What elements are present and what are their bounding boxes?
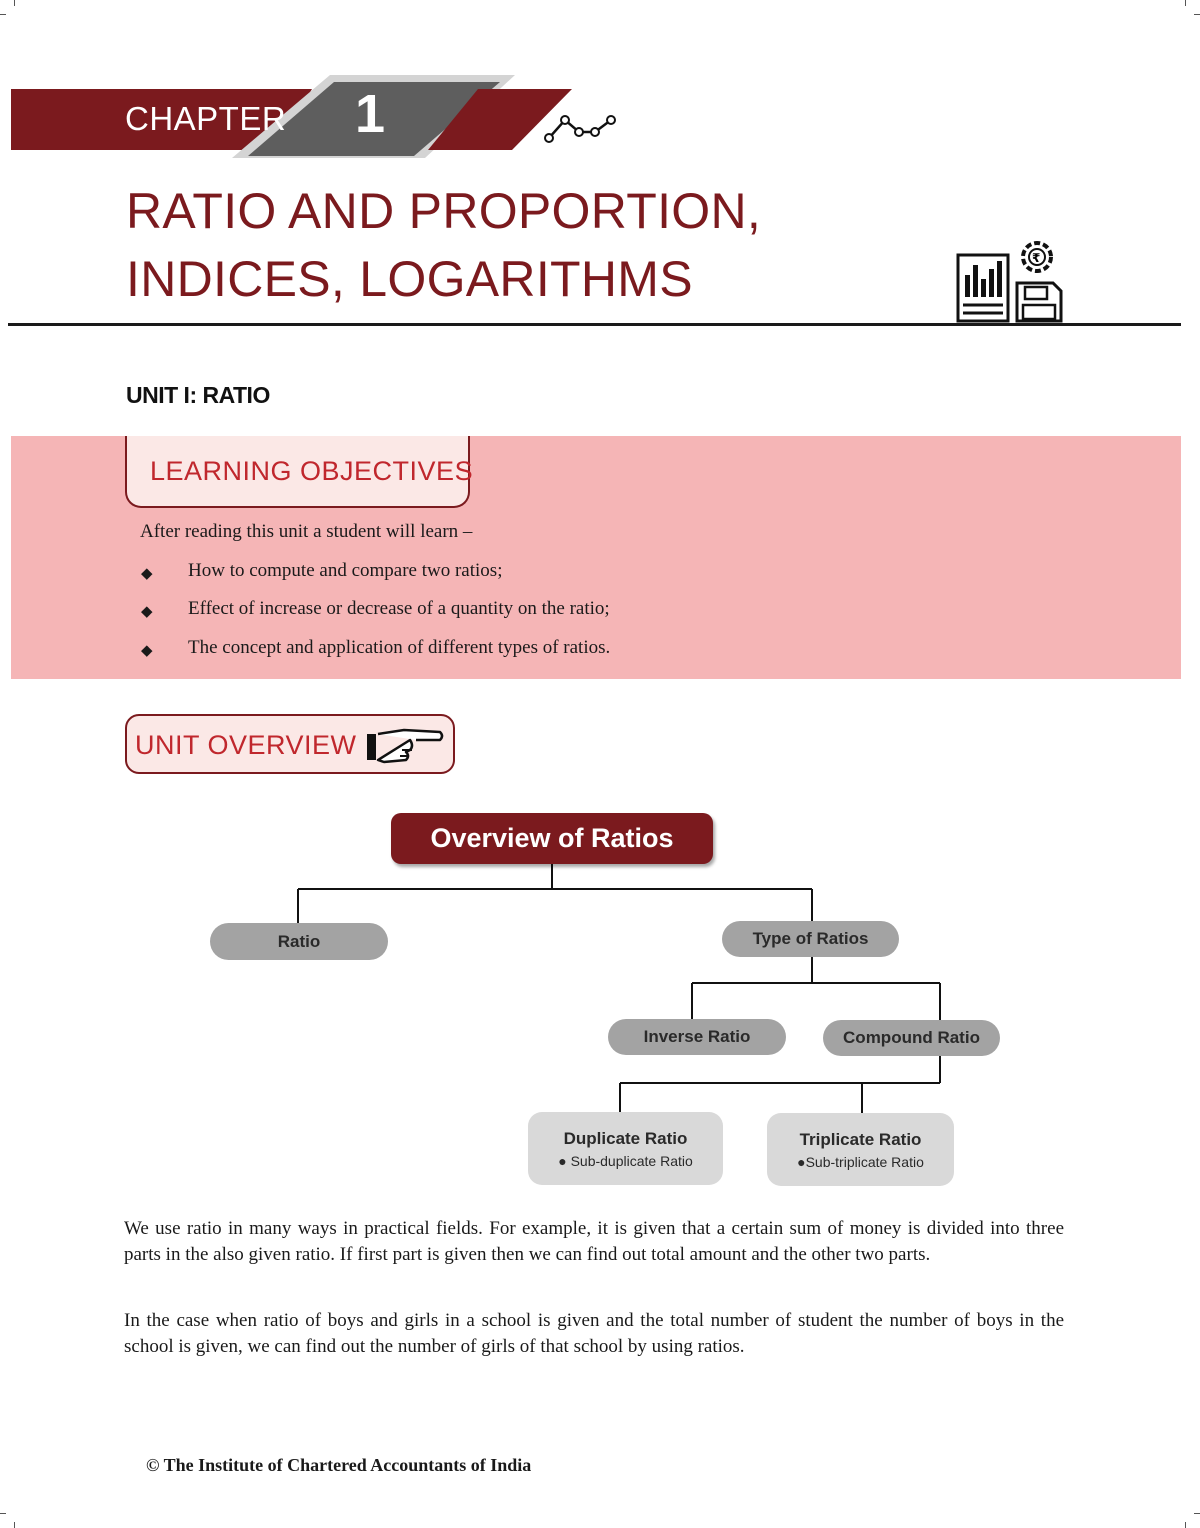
diagram-node-types: Type of Ratios <box>722 921 899 957</box>
bullet-icon: ● <box>797 1153 806 1170</box>
body-paragraph-1: We use ratio in many ways in practical fields. For example, it is given that a certain sum of money is divided into three parts in the also given ratio. If first part is given then we can find out total amount and the other two parts. <box>124 1218 1064 1265</box>
unit-overview-title: UNIT OVERVIEW <box>135 730 357 760</box>
chapter-title-line-2: INDICES, LOGARITHMS <box>126 251 693 307</box>
chapter-label: CHAPTER <box>125 100 287 137</box>
diagram-node-ratio: Ratio <box>210 923 388 960</box>
diagram-root-node: Overview of Ratios <box>391 813 713 864</box>
learning-objectives-title: LEARNING OBJECTIVES <box>150 456 474 486</box>
unit-heading: UNIT I: RATIO <box>126 382 270 408</box>
diamond-bullet-icon: ◆ <box>141 565 153 582</box>
diagram-node-triplicate <box>767 1113 954 1186</box>
duplicate-label: Duplicate Ratio <box>563 1128 688 1148</box>
learning-objective-item: Effect of increase or decrease of a quantity on the ratio; <box>188 598 610 619</box>
diagram-node-duplicate <box>528 1112 723 1185</box>
chapter-title-line-1: RATIO AND PROPORTION, <box>126 183 762 239</box>
diamond-bullet-icon: ◆ <box>141 603 153 620</box>
bullet-icon: ● <box>558 1152 571 1169</box>
duplicate-sub-label: Sub-duplicate Ratio <box>570 1152 693 1169</box>
diamond-bullet-icon: ◆ <box>141 642 153 659</box>
diagram-node-compound: Compound Ratio <box>823 1020 1000 1056</box>
diagram-node-inverse: Inverse Ratio <box>608 1019 786 1055</box>
triplicate-label: Triplicate Ratio <box>799 1129 922 1149</box>
chapter-number: 1 <box>355 84 386 144</box>
svg-text:₹: ₹ <box>1032 251 1041 265</box>
triplicate-sub-label: Sub-triplicate Ratio <box>805 1153 924 1170</box>
body-paragraph-2: In the case when ratio of boys and girls in a school is given and the total number of student the number of boys in the school is given, we can find out the number of girls of that school by using ratios. <box>124 1310 1064 1357</box>
learning-objective-item: How to compute and compare two ratios; <box>188 560 503 581</box>
learning-objectives-intro: After reading this unit a student will learn – <box>140 521 473 542</box>
triplicate-sub-item <box>797 1154 924 1170</box>
learning-objective-item: The concept and application of different types of ratios. <box>188 637 611 658</box>
footer-copyright: © The Institute of Chartered Accountants of India <box>146 1455 532 1475</box>
duplicate-sub-item <box>558 1153 693 1169</box>
